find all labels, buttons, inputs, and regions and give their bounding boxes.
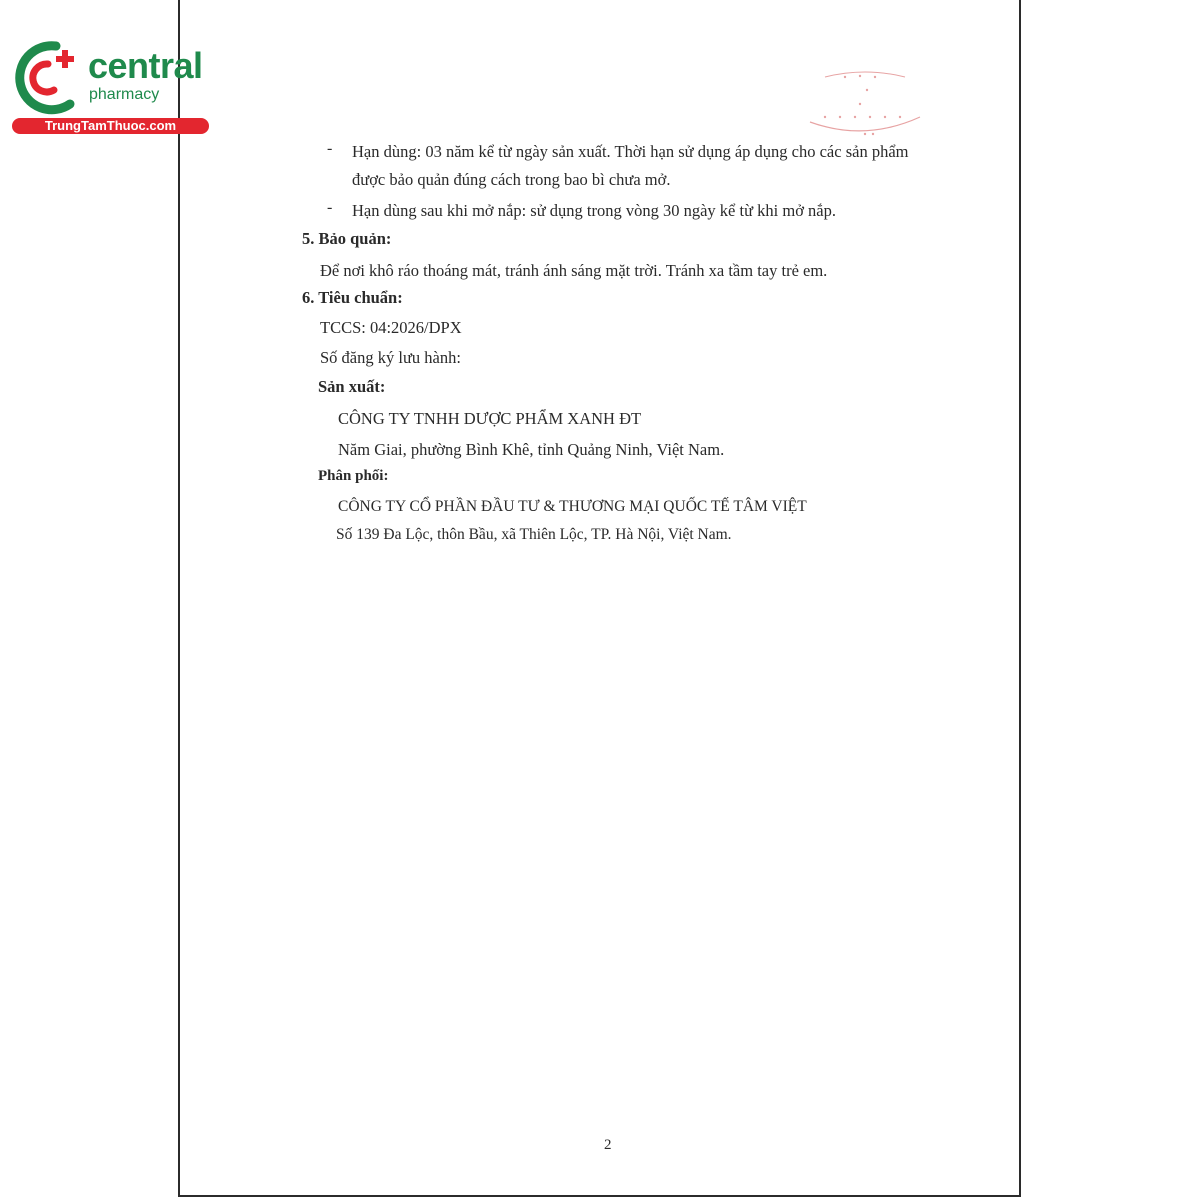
distributor-name: CÔNG TY CỔ PHẦN ĐẦU TƯ & THƯƠNG MẠI QUỐC TẾ TÂM VIỆT [338,498,807,515]
distributor-address: Số 139 Đa Lộc, thôn Bầu, xã Thiên Lộc, TP. Hà Nội, Việt Nam. [336,526,732,543]
storage-text: Để nơi khô ráo thoáng mát, tránh ánh sáng mặt trời. Tránh xa tầm tay trẻ em. [320,261,828,280]
brand-subtitle: pharmacy [89,86,160,103]
manufacturer-address: Năm Giai, phường Bình Khê, tỉnh Quảng Ninh, Việt Nam. [338,440,725,459]
manufacturer-label: Sản xuất: [318,377,386,396]
shelf-life-line-1: Hạn dùng: 03 năm kể từ ngày sản xuất. Thời hạn sử dụng áp dụng cho các sản phẩm [352,142,909,161]
manufacturer-name: CÔNG TY TNHH DƯỢC PHẨM XANH ĐT [338,409,642,428]
registration-label: Số đăng ký lưu hành: [320,348,461,367]
page-number: 2 [604,1137,612,1153]
section-5-heading: 5. Bảo quản: [302,229,392,248]
shelf-life-after-opening: Hạn dùng sau khi mở nắp: sử dụng trong vòng 30 ngày kể từ khi mở nắp. [352,201,836,220]
distributor-label: Phân phối: [318,468,389,484]
bullet-dash-1: - [327,140,333,157]
red-stamp-icon [805,62,925,147]
standard-code: TCCS: 04:2026/DPX [320,318,462,337]
section-6-heading: 6. Tiêu chuẩn: [302,288,403,307]
shelf-life-line-2: được bảo quản đúng cách trong bao bì chưa mở. [352,170,671,189]
bullet-dash-2: - [327,199,333,216]
brand-website: TrungTamThuoc.com [12,118,209,134]
brand-name: central [88,45,203,86]
